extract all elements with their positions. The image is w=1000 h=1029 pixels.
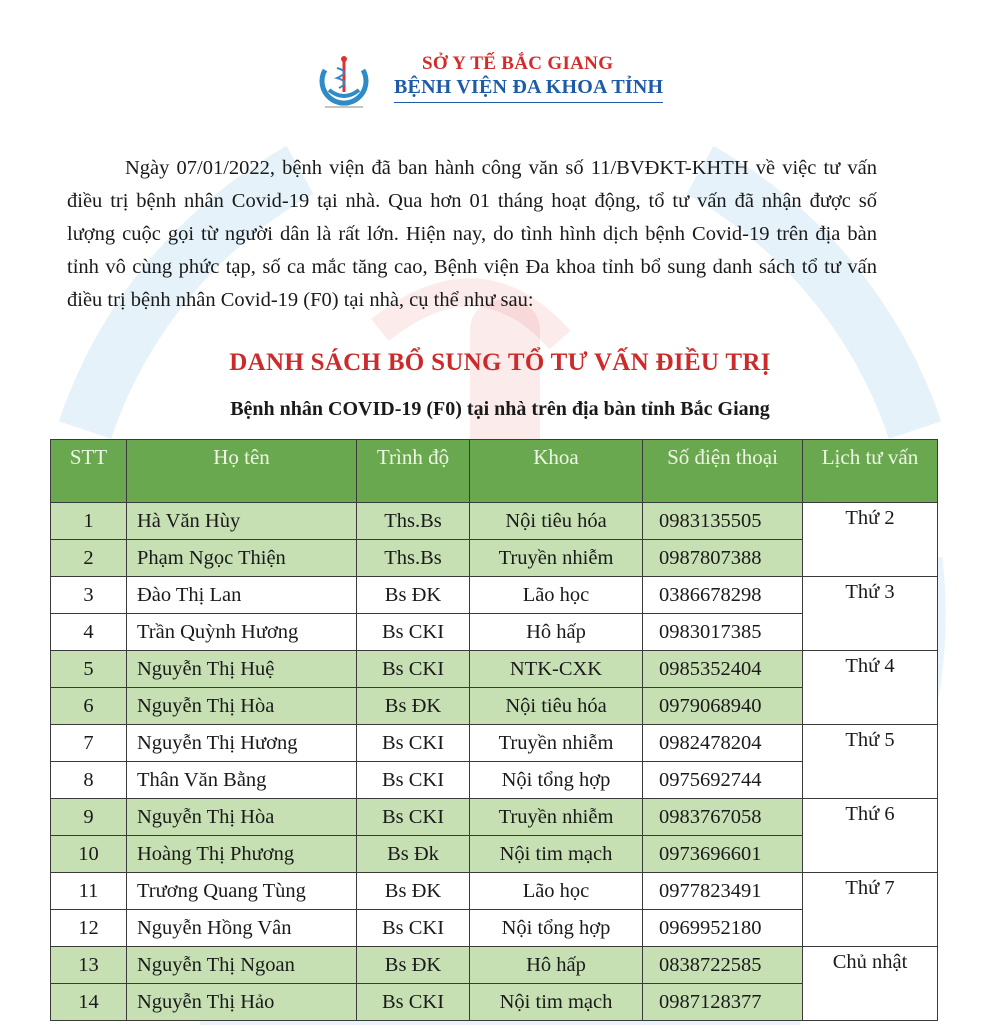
cell-stt: 12 xyxy=(51,910,127,947)
consultant-table xyxy=(50,439,938,1021)
cell-name: Nguyễn Thị Hòa xyxy=(127,799,357,836)
cell-stt: 1 xyxy=(51,503,127,540)
cell-stt: 10 xyxy=(51,836,127,873)
cell-degree: Bs CKI xyxy=(357,984,470,1021)
cell-name: Thân Văn Bằng xyxy=(127,762,357,799)
cell-department: Truyền nhiễm xyxy=(470,540,643,577)
cell-phone: 0987807388 xyxy=(643,540,803,577)
cell-degree: Bs ĐK xyxy=(357,577,470,614)
intro-paragraph: Ngày 07/01/2022, bệnh viện đã ban hành công văn số 11/BVĐKT-KHTH về việc tư vấn điều trị bệnh nhân Covid-19 tại nhà. Qua hơn 01 tháng hoạt động, tổ tư vấn đã nhận được số lượng cuộc gọi từ người dân là rất lớn. Hiện nay, do tình hình dịch bệnh Covid-19 trên địa bàn tỉnh vô cùng phức tạp, số ca mắc tăng cao, Bệnh viện Đa khoa tỉnh bổ sung danh sách tổ tư vấn điều trị bệnh nhân Covid-19 (F0) tại nhà, cụ thể như sau: xyxy=(67,157,877,311)
cell-degree: Bs CKI xyxy=(357,614,470,651)
column-header-name: Họ tên xyxy=(127,440,357,503)
cell-name: Nguyễn Thị Hương xyxy=(127,725,357,762)
cell-stt: 13 xyxy=(51,947,127,984)
cell-department: Lão học xyxy=(470,873,643,910)
letterhead xyxy=(315,50,735,112)
cell-stt: 5 xyxy=(51,651,127,688)
list-title: DANH SÁCH BỔ SUNG TỔ TƯ VẤN ĐIỀU TRỊ xyxy=(229,349,771,376)
cell-phone: 0987128377 xyxy=(643,984,803,1021)
column-header-degree: Trình độ xyxy=(357,440,470,503)
table-row xyxy=(51,577,938,614)
department-name: SỞ Y TẾ BẮC GIANG xyxy=(422,53,614,74)
cell-name: Nguyễn Thị Ngoan xyxy=(127,947,357,984)
cell-degree: Bs CKI xyxy=(357,725,470,762)
cell-schedule: Thứ 2 xyxy=(803,503,938,577)
cell-stt: 8 xyxy=(51,762,127,799)
cell-phone: 0838722585 xyxy=(643,947,803,984)
cell-degree: Bs CKI xyxy=(357,762,470,799)
cell-department: Nội tổng hợp xyxy=(470,910,643,947)
cell-name: Nguyễn Hồng Vân xyxy=(127,910,357,947)
cell-schedule: Thứ 6 xyxy=(803,799,938,873)
cell-phone: 0985352404 xyxy=(643,651,803,688)
cell-phone: 0975692744 xyxy=(643,762,803,799)
cell-phone: 0979068940 xyxy=(643,688,803,725)
cell-name: Trần Quỳnh Hương xyxy=(127,614,357,651)
table-header-row xyxy=(51,440,938,503)
cell-schedule: Thứ 7 xyxy=(803,873,938,947)
cell-schedule: Thứ 4 xyxy=(803,651,938,725)
cell-department: Nội tim mạch xyxy=(470,984,643,1021)
cell-stt: 2 xyxy=(51,540,127,577)
cell-department: NTK-CXK xyxy=(470,651,643,688)
hospital-name: BỆNH VIỆN ĐA KHOA TỈNH xyxy=(394,76,663,103)
table-row xyxy=(51,651,938,688)
cell-schedule: Chủ nhật xyxy=(803,947,938,1021)
cell-degree: Bs Đk xyxy=(357,836,470,873)
cell-stt: 4 xyxy=(51,614,127,651)
cell-stt: 3 xyxy=(51,577,127,614)
table-row xyxy=(51,503,938,540)
cell-phone: 0977823491 xyxy=(643,873,803,910)
column-header-schedule: Lịch tư vấn xyxy=(803,440,938,503)
cell-name: Trương Quang Tùng xyxy=(127,873,357,910)
cell-stt: 9 xyxy=(51,799,127,836)
cell-stt: 11 xyxy=(51,873,127,910)
list-subtitle: Bệnh nhân COVID-19 (F0) tại nhà trên địa bàn tỉnh Bắc Giang xyxy=(230,398,770,420)
cell-department: Hô hấp xyxy=(470,614,643,651)
column-header-stt: STT xyxy=(51,440,127,503)
cell-department: Truyền nhiễm xyxy=(470,799,643,836)
cell-stt: 7 xyxy=(51,725,127,762)
table-row xyxy=(51,947,938,984)
column-header-phone: Số điện thoại xyxy=(643,440,803,503)
cell-degree: Bs CKI xyxy=(357,910,470,947)
cell-schedule: Thứ 3 xyxy=(803,577,938,651)
cell-phone: 0983135505 xyxy=(643,503,803,540)
cell-stt: 6 xyxy=(51,688,127,725)
cell-department: Hô hấp xyxy=(470,947,643,984)
hospital-logo-icon xyxy=(315,50,373,112)
cell-phone: 0969952180 xyxy=(643,910,803,947)
cell-phone: 0983767058 xyxy=(643,799,803,836)
cell-department: Nội tiêu hóa xyxy=(470,503,643,540)
cell-name: Nguyễn Thị Hòa xyxy=(127,688,357,725)
cell-name: Hoàng Thị Phương xyxy=(127,836,357,873)
cell-degree: Bs CKI xyxy=(357,651,470,688)
cell-degree: Ths.Bs xyxy=(357,540,470,577)
table-row xyxy=(51,799,938,836)
cell-stt: 14 xyxy=(51,984,127,1021)
table-row xyxy=(51,725,938,762)
cell-name: Hà Văn Hùy xyxy=(127,503,357,540)
cell-phone: 0973696601 xyxy=(643,836,803,873)
table-row xyxy=(51,873,938,910)
cell-department: Nội tim mạch xyxy=(470,836,643,873)
column-header-department: Khoa xyxy=(470,440,643,503)
cell-degree: Ths.Bs xyxy=(357,503,470,540)
cell-phone: 0386678298 xyxy=(643,577,803,614)
cell-name: Nguyễn Thị Huệ xyxy=(127,651,357,688)
cell-department: Nội tiêu hóa xyxy=(470,688,643,725)
cell-degree: Bs ĐK xyxy=(357,688,470,725)
cell-degree: Bs ĐK xyxy=(357,873,470,910)
cell-degree: Bs CKI xyxy=(357,799,470,836)
cell-department: Truyền nhiễm xyxy=(470,725,643,762)
cell-schedule: Thứ 5 xyxy=(803,725,938,799)
cell-name: Nguyễn Thị Hảo xyxy=(127,984,357,1021)
cell-phone: 0983017385 xyxy=(643,614,803,651)
cell-department: Lão học xyxy=(470,577,643,614)
cell-name: Đào Thị Lan xyxy=(127,577,357,614)
cell-name: Phạm Ngọc Thiện xyxy=(127,540,357,577)
cell-degree: Bs ĐK xyxy=(357,947,470,984)
cell-department: Nội tổng hợp xyxy=(470,762,643,799)
cell-phone: 0982478204 xyxy=(643,725,803,762)
